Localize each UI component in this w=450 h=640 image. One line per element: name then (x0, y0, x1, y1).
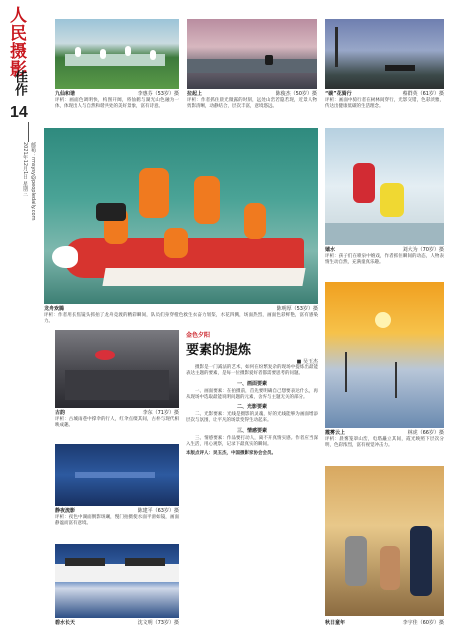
photo-kids-water (325, 128, 444, 245)
caption-right-mid (325, 247, 444, 253)
photo-author: 李宇佳（60岁）摄 (402, 620, 444, 626)
article-paragraph: 三、情感要素：作品要打动人，离不开真情实感。作者应当深入生活，用心观察，记录下最真实的瞬间。 (186, 435, 318, 448)
photo-author: 陈俊杰（50岁）摄 (275, 91, 317, 97)
photo-cycling (325, 19, 444, 89)
article-paragraph: 一、画面要素：在拍摄前，首先要明确自己想要表达什么，再从现场中选取最能说明问题的元素，舍弃与主题无关的部分。 (186, 388, 318, 400)
caption-left-2 (55, 508, 179, 514)
photo-water-town (55, 544, 179, 618)
divider (28, 122, 29, 142)
article-author: ■ 吴玉杰 (296, 359, 318, 365)
caption-right-1 (325, 430, 444, 436)
photo-title: “碳”花骑行 (325, 91, 352, 97)
article-paragraph: 摄影是一门减法的艺术，如何在纷繁复杂的现场中提炼出最能表达主题的要素，是每一位摄影爱好者都需要思考的问题。 (186, 365, 318, 377)
photo-review: 评析：画面色调明快，构图开阔，将仙鹤与湖光山色融为一体，体现出人与自然和谐共处的美好景象，富有诗意。 (55, 98, 179, 109)
caption-big (44, 306, 318, 312)
photo-dawn-rower (187, 19, 317, 89)
photo-author: 陈建平（63岁）摄 (137, 508, 179, 514)
photo-title: 霞雾云上 (325, 430, 346, 436)
photo-author: 刘大为（70岁）摄 (402, 247, 444, 253)
meta-line: 2021年12月1日 星期三 (22, 142, 28, 196)
photo-title: 秋日童年 (325, 620, 346, 626)
photo-dragon-boat (44, 128, 318, 304)
photo-cranes (55, 19, 179, 89)
caption-left-3 (55, 620, 179, 626)
photo-review: 评析：作者抓住晨光微露的时刻，远处山峦若隐若现，近景人物剪影清晰，动静结合，层次丰富，意境悠远。 (187, 98, 317, 109)
article-subhead: 三、情感要素 (236, 427, 267, 434)
photo-review: 评析：画面中骑行者在树林间穿行，光影交错，色彩淡雅，传达出健康低碳的生活理念。 (325, 98, 444, 109)
photo-author: 陈明厚（53岁）摄 (276, 306, 318, 312)
photo-author: 李惠芬（53岁）摄 (137, 91, 179, 97)
article-title: 要素的提炼 (186, 343, 252, 358)
photo-author: 林虎（66岁）摄 (407, 430, 444, 436)
photo-autumn-kids (325, 466, 444, 616)
edition-meta-2 (22, 142, 36, 220)
section-title: 佳作 (12, 70, 27, 96)
photo-title: 龙舟欢腾 (44, 306, 65, 312)
caption-2 (187, 91, 317, 97)
photo-night-lake (55, 444, 179, 506)
photo-review: 评析：作者用长焦镜头抓拍了龙舟竞渡的精彩瞬间，队员们身穿橙色救生衣奋力划桨，水花四溅，场面热烈，画面色彩鲜艳，富有感染力。 (44, 313, 318, 324)
photo-title: 嬉水 (325, 247, 336, 253)
article-paragraph: 二、光影要素：光线是摄影的灵魂，好的光线能够为画面增添层次与氛围，让平凡的场景变得生动起来。 (186, 412, 318, 424)
photo-author: 蔡群英（61岁）摄 (402, 91, 444, 97)
photo-author: 李东（71岁）摄 (142, 410, 179, 416)
photo-author: 沈文明（73岁）摄 (137, 620, 179, 626)
photo-old-town (55, 330, 179, 408)
photo-title: 九仙和谐 (55, 91, 76, 97)
article-footer: 本版点评人：吴玉杰，中国摄影家协会会员。 (186, 451, 276, 457)
photo-review: 评析：夜色中湖面倒影斑斓，慢门拍摄使水面平滑如镜，画面静谧而富有意境。 (55, 515, 179, 526)
article-subhead: 二、光影要素 (236, 404, 267, 411)
page-number: 14 (10, 104, 28, 121)
photo-review: 评析：孩子们在喷泉中嬉戏，作者抓住瞬间的动态，人物表情生动自然，充满童真乐趣。 (325, 254, 444, 265)
article (186, 330, 318, 458)
article-tag: 金色夕阳 (186, 332, 211, 339)
caption-1 (55, 91, 179, 97)
photo-title: 古韵 (55, 410, 66, 416)
masthead (6, 6, 44, 78)
photo-title: 碧水长天 (55, 620, 76, 626)
caption-left-1 (55, 410, 179, 416)
photo-title: 拉起上 (187, 91, 203, 97)
caption-3 (325, 91, 444, 97)
photo-title: 静夜流影 (55, 508, 76, 514)
photo-review: 评析：晨雾笼罩山峦，电塔矗立其间，霞光映照下层次分明，色彩浓烈，富有视觉冲击力。 (325, 437, 444, 448)
newspaper-logo: 人民摄影 (6, 6, 26, 78)
photo-review: 评析：古城雨巷中撑伞的行人，红伞点缀其间，古朴与现代相映成趣。 (55, 417, 179, 428)
meta-line: 邮箱：rmsysy@peopledaily.com (30, 142, 36, 221)
article-subhead: 一、画面要素 (236, 380, 267, 387)
caption-right-2 (325, 620, 444, 626)
photo-sunrise-fog (325, 282, 444, 428)
